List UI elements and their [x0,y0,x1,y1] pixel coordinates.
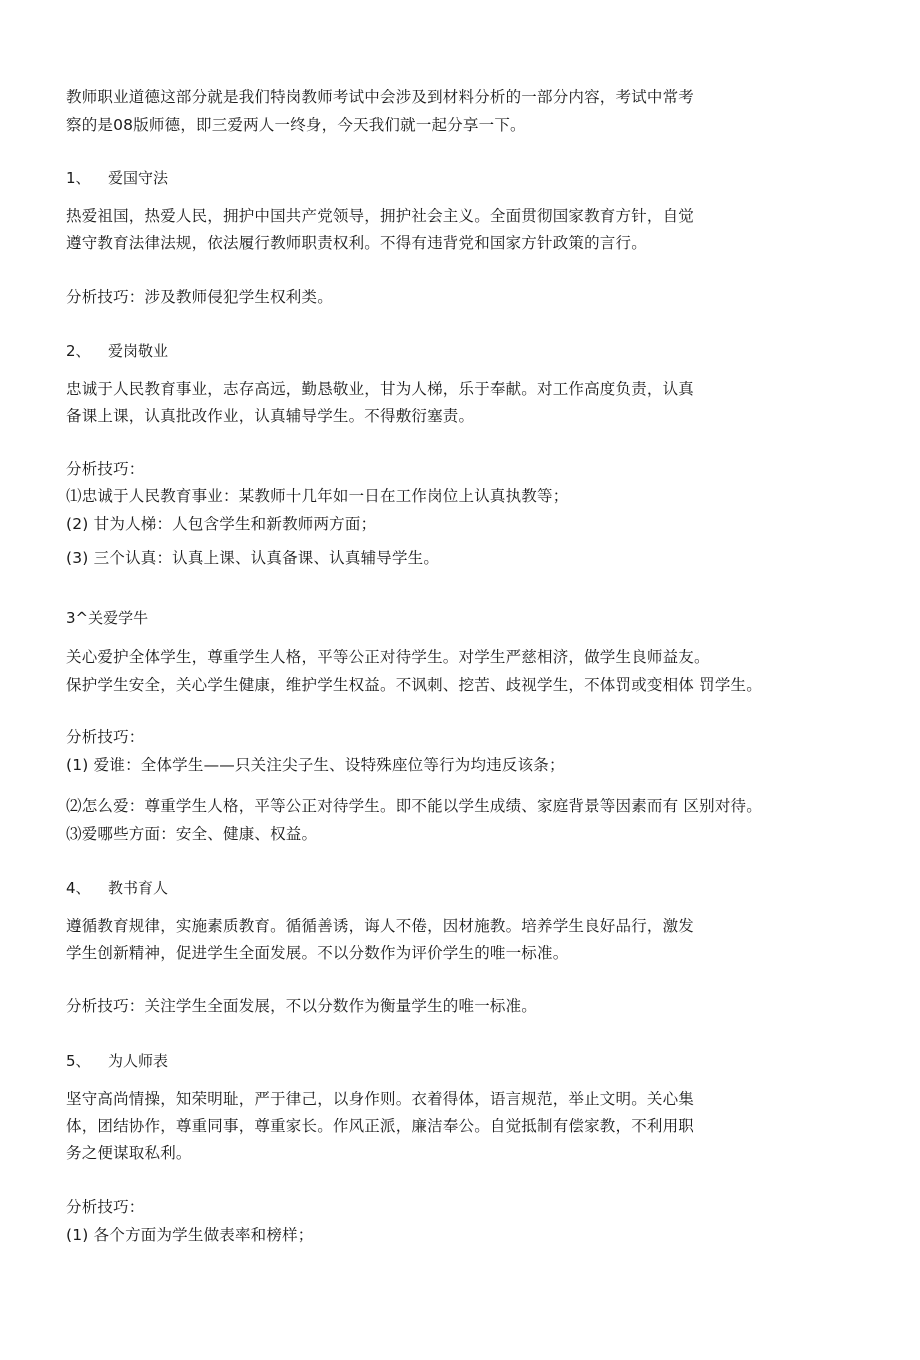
section-2-body-1: 忠诚于人民教育事业，志存高远，勤恳敬业，甘为人梯，乐于奉献。对工作高度负责，认真 [66,380,695,398]
section-3-tip: 分析技巧： [66,728,145,746]
section-1-title: 爱国守法 [108,169,169,187]
section-5-body-1: 坚守高尚情操，知荣明耻，严于律己，以身作则。衣着得体，语言规范，举止文明。关心集 [66,1090,695,1108]
section-2-item-3: (3) 三个认真：认真上课、认真备课、认真辅导学生。 [66,549,440,567]
section-1-body-1: 热爱祖国，热爱人民，拥护中国共产党领导，拥护社会主义。全面贯彻国家教育方针，自觉 [66,207,695,225]
section-1-heading [66,168,168,188]
section-2-item-2: (2) 甘为人梯：人包含学生和新教师两方面； [66,515,377,533]
section-4-title: 教书育人 [108,879,169,897]
section-3-item-1: (1) 爱谁：全体学生——只关注尖子生、设特殊座位等行为均违反该条； [66,756,565,774]
section-3-item-2: ⑵怎么爱：尊重学生人格，平等公正对待学生。即不能以学生成绩、家庭背景等因素而有 区别对待。 [66,797,762,815]
section-5-title: 为人师表 [108,1052,169,1070]
section-5-item-1: (1) 各个方面为学生做表率和榜样； [66,1226,314,1244]
section-2-tip: 分析技巧： [66,460,145,478]
section-5-tip: 分析技巧： [66,1198,145,1216]
section-4-heading [66,878,168,898]
intro-line-2: 察的是08版师德，即三爱两人一终身，今天我们就一起分享一下。 [66,116,526,134]
intro-line-1: 教师职业道德这部分就是我们特岗教师考试中会涉及到材料分析的一部分内容，考试中常考 [66,88,695,106]
section-4-body-1: 遵循教育规律，实施素质教育。循循善诱，诲人不倦，因材施教。培养学生良好品行，激发 [66,917,695,935]
section-1-number: 1、 [66,169,91,187]
section-5-number: 5、 [66,1052,91,1070]
section-4-number: 4、 [66,879,91,897]
section-2-title: 爱岗敬业 [108,342,169,360]
section-5-body-3: 务之便谋取私利。 [66,1144,192,1162]
section-4-body-2: 学生创新精神，促进学生全面发展。不以分数作为评价学生的唯一标准。 [66,944,569,962]
section-3-body-2: 保护学生安全，关心学生健康，维护学生权益。不讽刺、挖苦、歧视学生，不体罚或变相体 罚学生。 [66,676,762,694]
section-3-item-3: ⑶爱哪些方面：安全、健康、权益。 [66,825,318,843]
section-2-body-2: 备课上课，认真批改作业，认真辅导学生。不得敷衍塞责。 [66,407,475,425]
section-4-tip: 分析技巧：关注学生全面发展，不以分数作为衡量学生的唯一标准。 [66,997,538,1015]
section-2-number: 2、 [66,342,91,360]
section-2-heading [66,341,168,361]
section-1-body-2: 遵守教育法律法规，依法履行教师职责权利。不得有违背党和国家方针政策的言行。 [66,234,647,252]
section-3-heading: 3^关爱学牛 [66,609,149,627]
section-3-body-1: 关心爱护全体学生，尊重学生人格，平等公正对待学生。对学生严慈相济，做学生良师益友。 [66,648,710,666]
section-5-body-2: 体，团结协作，尊重同事，尊重家长。作风正派，廉洁奉公。自觉抵制有偿家教，不利用职 [66,1117,695,1135]
section-5-heading [66,1051,168,1071]
section-2-item-1: ⑴忠诚于人民教育事业：某教师十几年如一日在工作岗位上认真执教等； [66,487,569,505]
section-1-tip: 分析技巧：涉及教师侵犯学生权利类。 [66,288,333,306]
